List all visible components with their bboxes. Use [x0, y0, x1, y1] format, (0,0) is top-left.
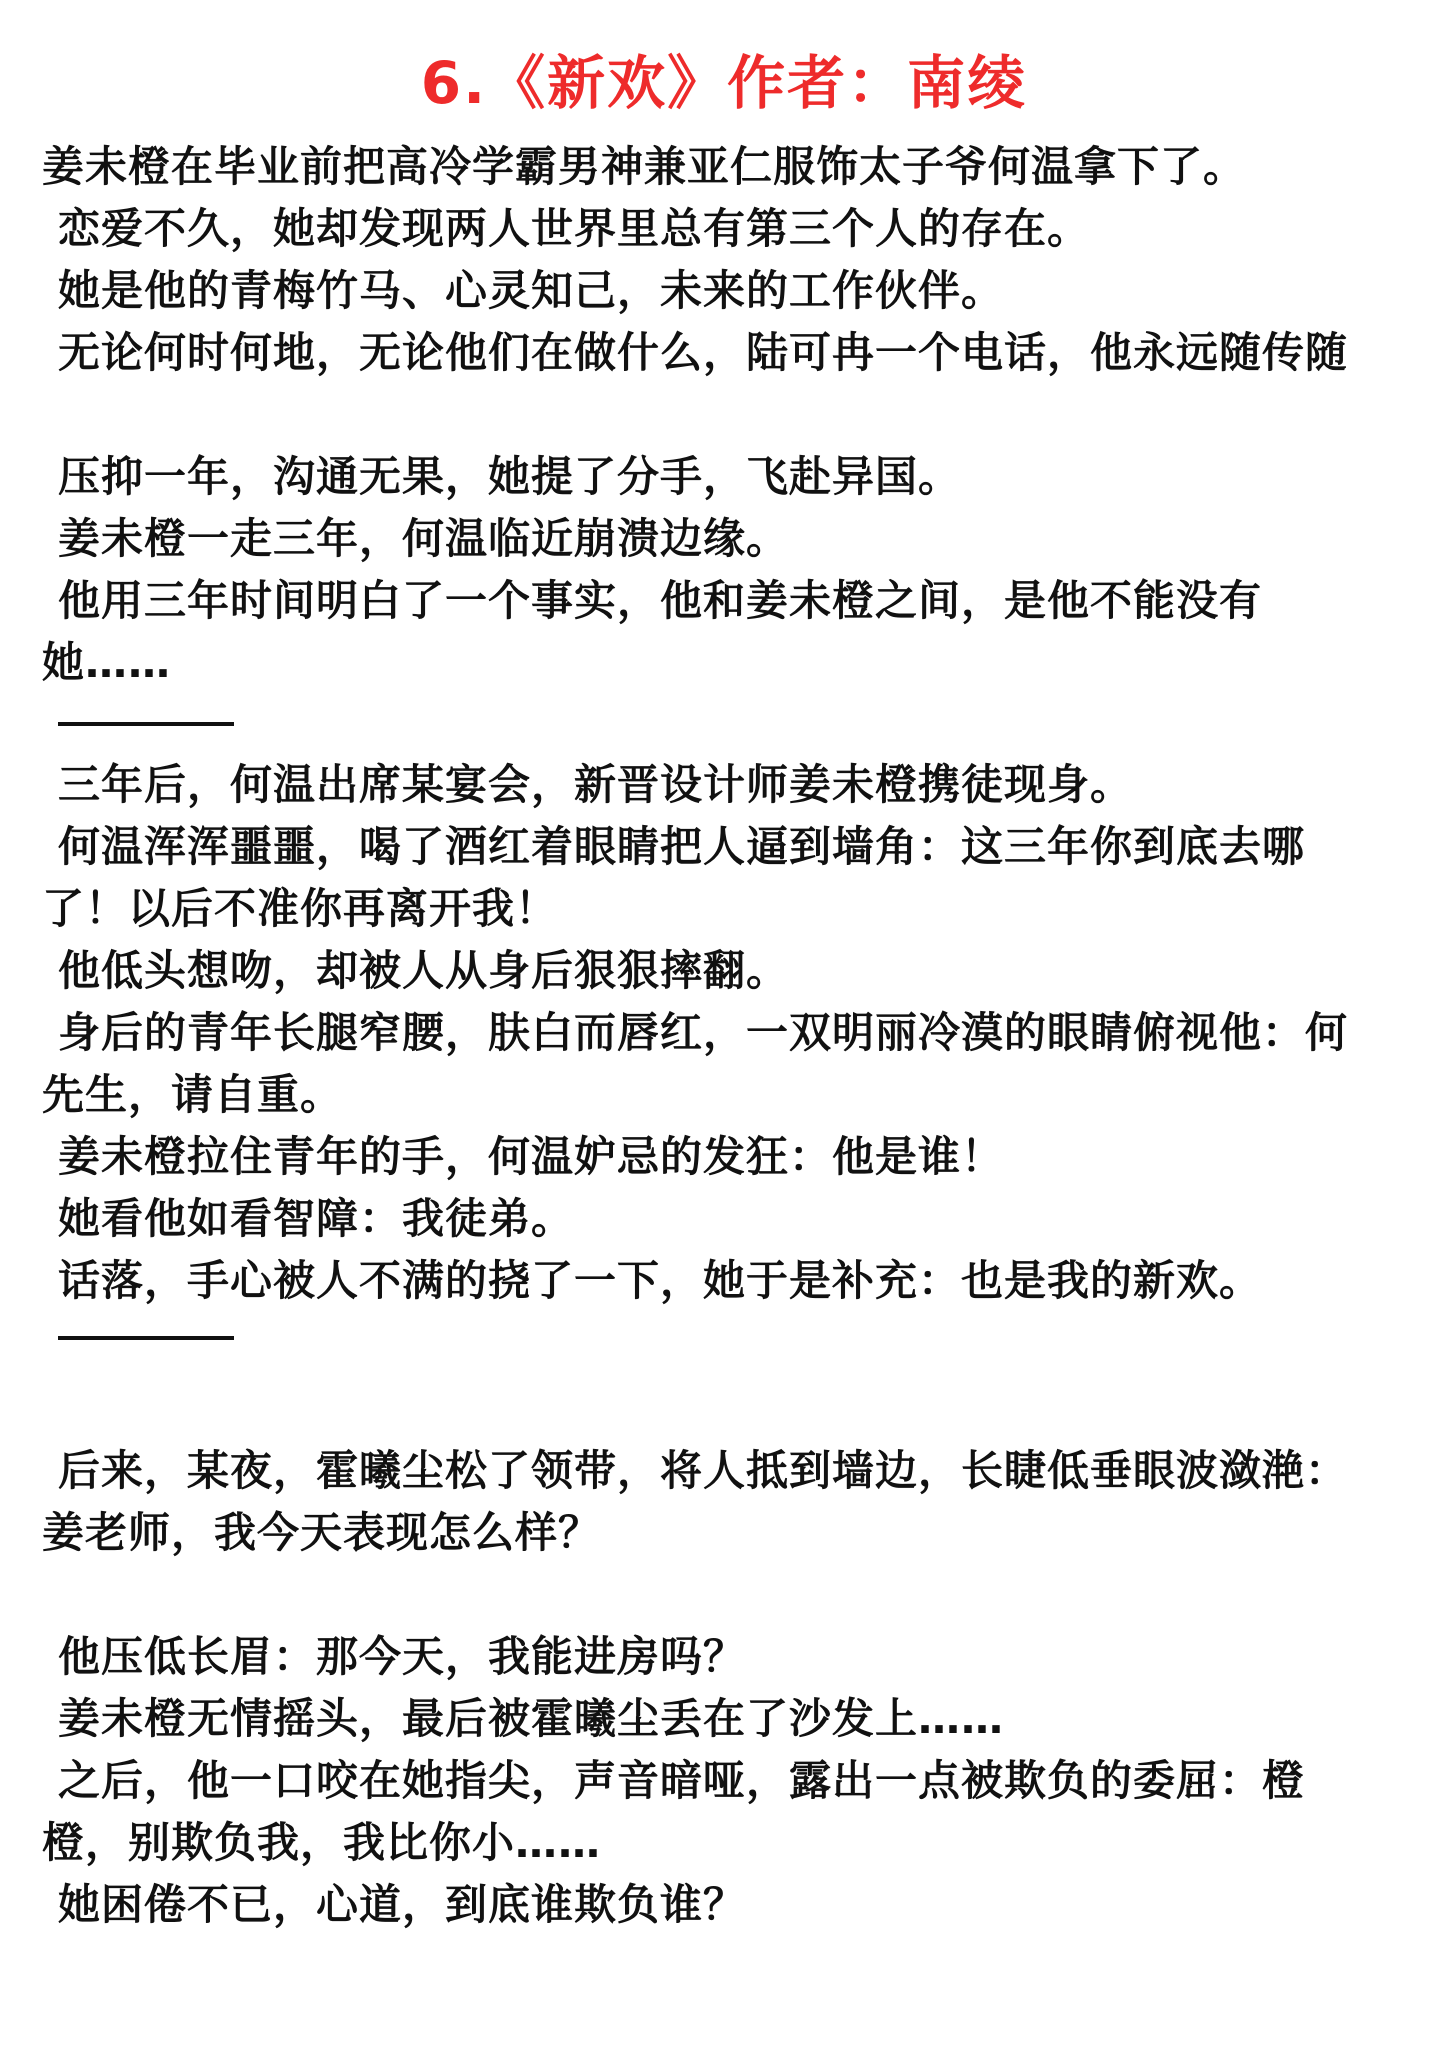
text-line: 她是他的青梅竹马、心灵知己，未来的工作伙伴。 [58, 266, 1005, 315]
text-line: 她看他如看智障：我徒弟。 [58, 1194, 575, 1243]
text-line: 无论何时何地，无论他们在做什么，陆可冉一个电话，他永远随传随 [58, 328, 1349, 377]
text-line: 姜未橙拉住青年的手，何温妒忌的发狂：他是谁！ [58, 1132, 1005, 1181]
text-line: 姜老师，我今天表现怎么样？ [42, 1508, 602, 1557]
section-divider [58, 722, 234, 726]
text-line: 姜未橙在毕业前把高冷学霸男神兼亚仁服饰太子爷何温拿下了。 [42, 142, 1247, 191]
text-line: 橙，别欺负我，我比你小…… [42, 1818, 602, 1867]
text-line: 先生，请自重。 [42, 1070, 344, 1119]
text-line: 她困倦不已，心道，到底谁欺负谁？ [58, 1880, 747, 1929]
text-line: 恋爱不久，她却发现两人世界里总有第三个人的存在。 [58, 204, 1091, 253]
text-line: 何温浑浑噩噩，喝了酒红着眼睛把人逼到墙角：这三年你到底去哪 [58, 822, 1306, 871]
text-line: 压抑一年，沟通无果，她提了分手，飞赴异国。 [58, 452, 962, 501]
text-line: 他用三年时间明白了一个事实，他和姜未橙之间，是他不能没有 [58, 576, 1263, 625]
section-divider [58, 1336, 234, 1340]
text-line: 姜未橙无情摇头，最后被霍曦尘丢在了沙发上…… [58, 1694, 1005, 1743]
document-title: 6.《新欢》作者：南绫 [420, 49, 1028, 117]
text-line: 之后，他一口咬在她指尖，声音暗哑，露出一点被欺负的委屈：橙 [58, 1756, 1306, 1805]
text-line: 他低头想吻，却被人从身后狠狠摔翻。 [58, 946, 790, 995]
text-line: 三年后，何温出席某宴会，新晋设计师姜未橙携徒现身。 [58, 760, 1134, 809]
text-line: 身后的青年长腿窄腰，肤白而唇红，一双明丽冷漠的眼睛俯视他：何 [58, 1008, 1349, 1057]
text-line: 了！以后不准你再离开我！ [42, 884, 559, 933]
text-line: 她…… [42, 638, 172, 687]
text-line: 后来，某夜，霍曦尘松了领带，将人抵到墙边，长睫低垂眼波潋滟： [58, 1446, 1349, 1495]
text-line: 姜未橙一走三年，何温临近崩溃边缘。 [58, 514, 790, 563]
text-line: 话落，手心被人不满的挠了一下，她于是补充：也是我的新欢。 [58, 1256, 1263, 1305]
text-line: 他压低长眉：那今天，我能进房吗？ [58, 1632, 747, 1681]
